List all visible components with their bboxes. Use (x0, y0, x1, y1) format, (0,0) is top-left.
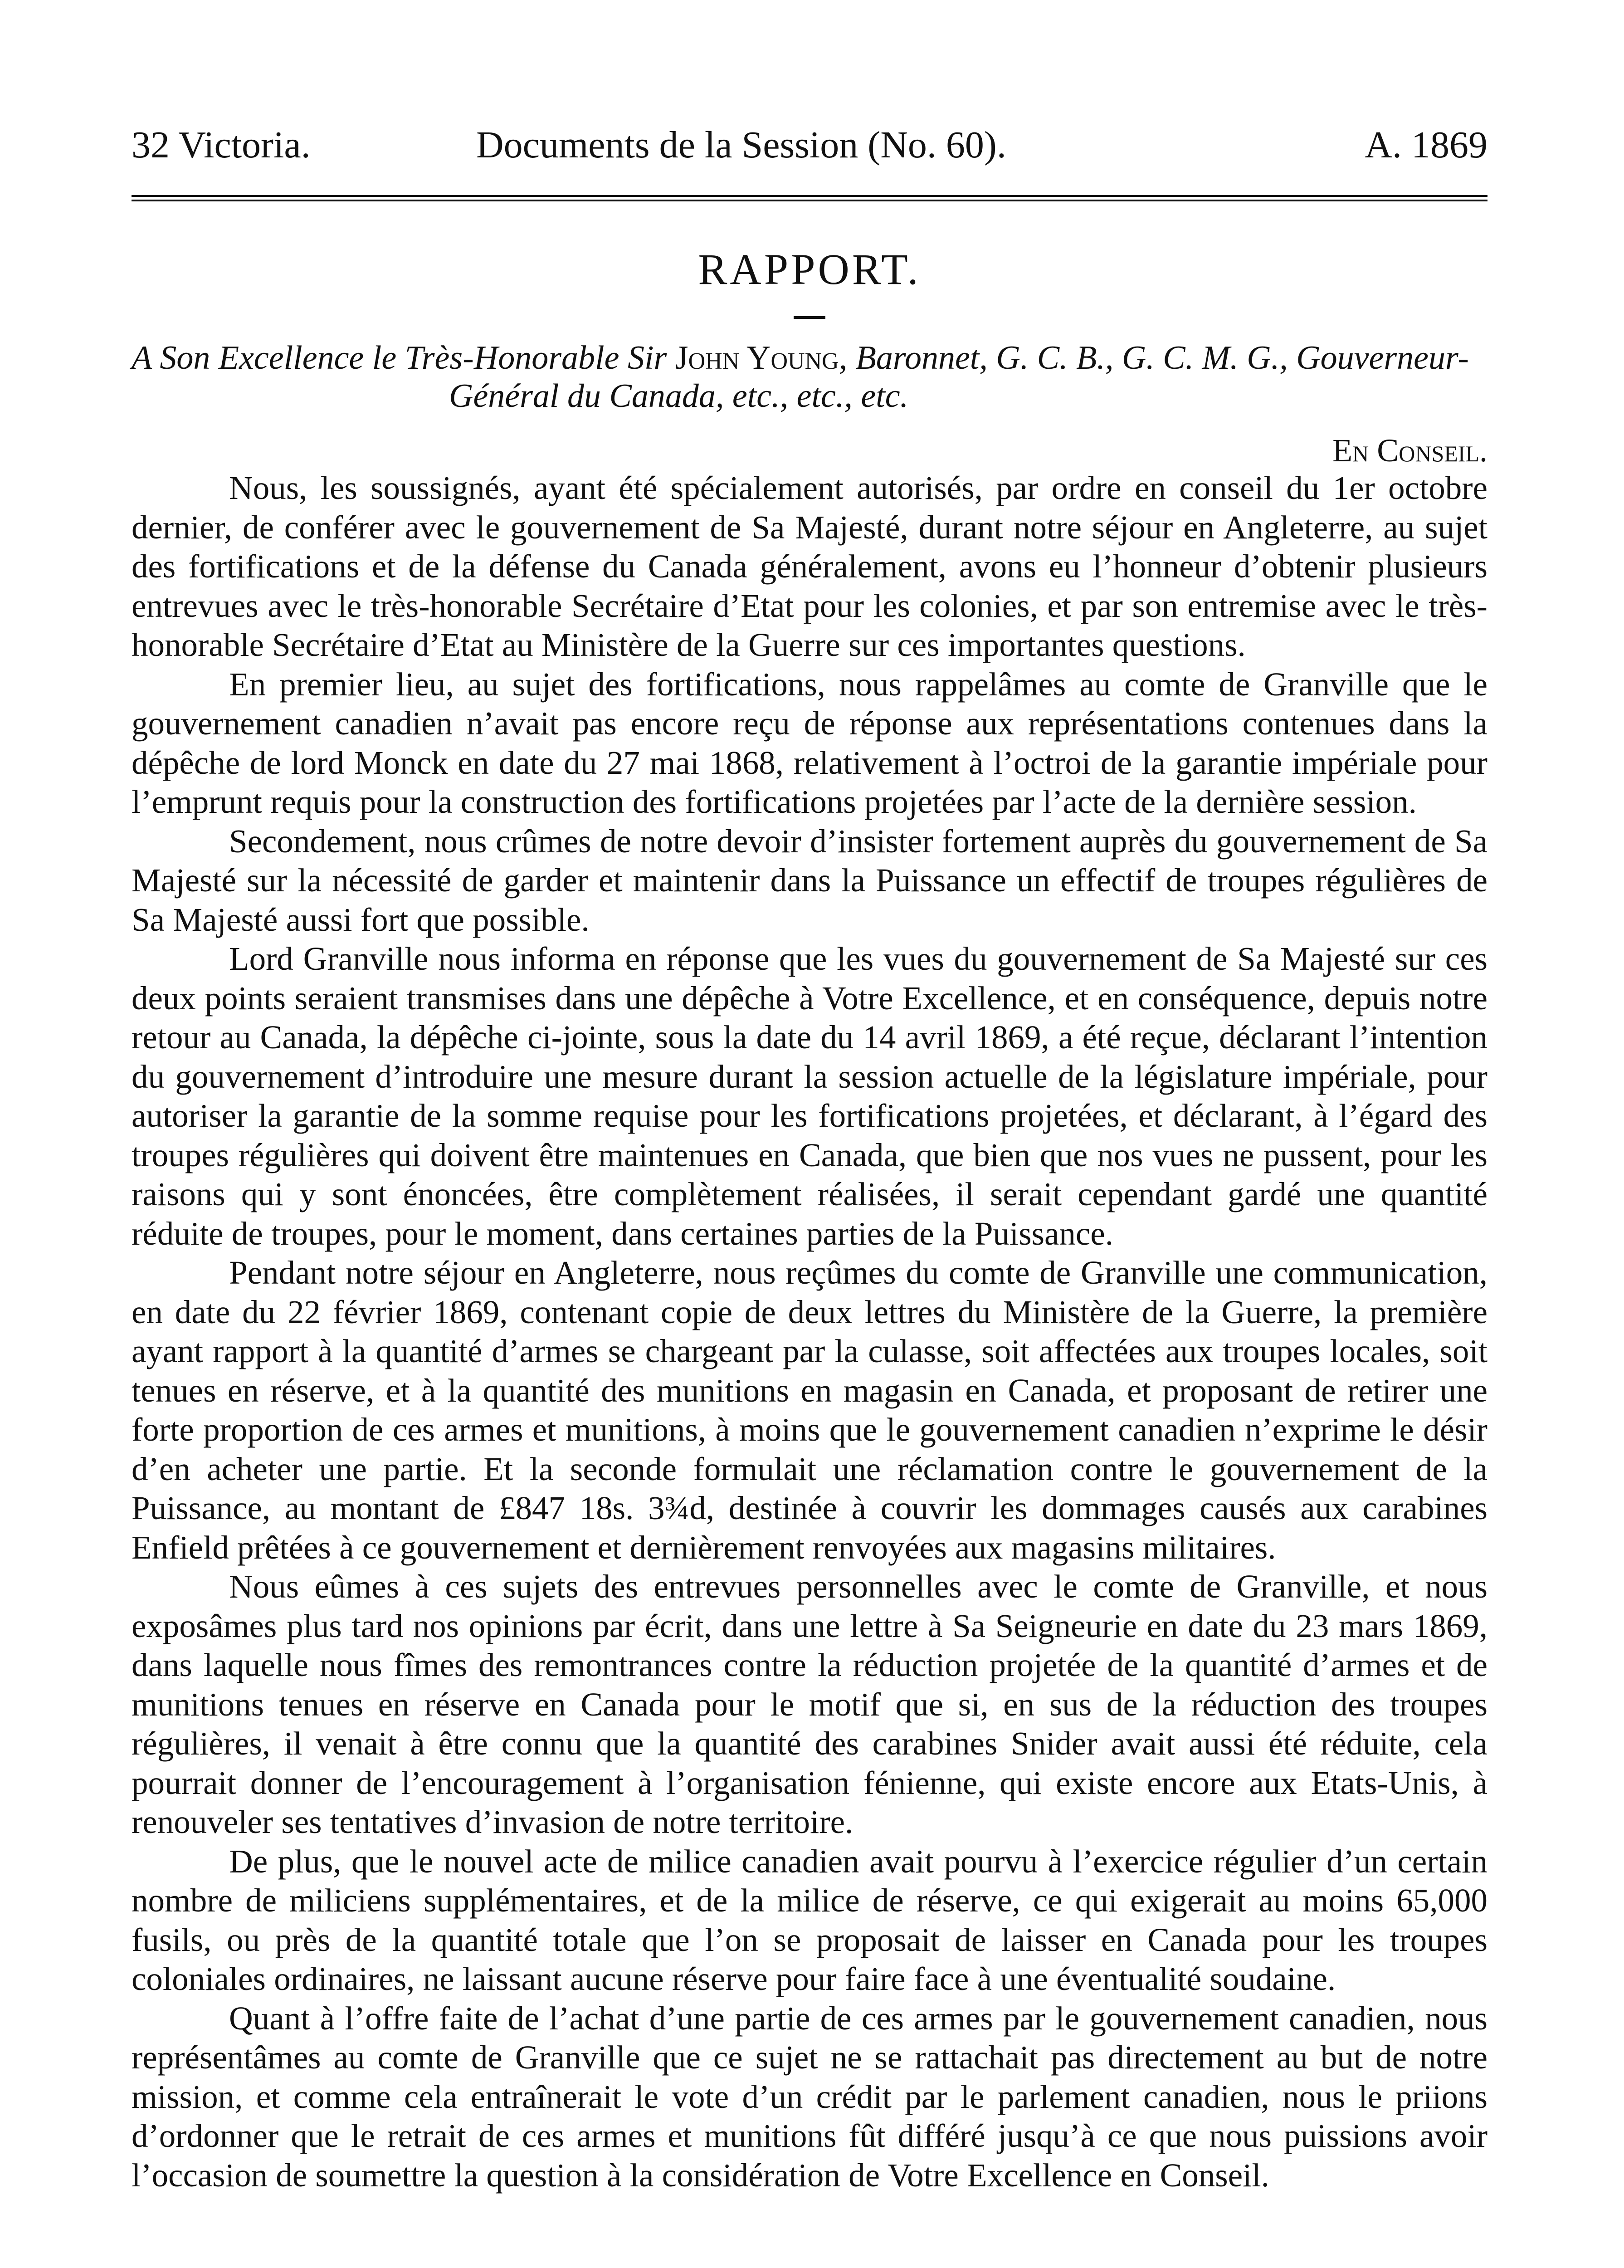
address-line (132, 339, 1487, 415)
address-name: John Young (675, 339, 839, 376)
header-year: A. 1869 (1365, 124, 1487, 166)
address-suffix: , Baronnet, G. C. B., G. C. M. G., Gouverneur-Général du Canada, etc., etc., etc. (449, 339, 1469, 415)
paragraph-1: Nous, les soussignés, ayant été spécialement autorisés, par ordre en conseil du 1er octobre dernier, de conférer avec le gouvernement de Sa Majesté, durant notre séjour en Angleterre, au sujet des fortifications et de la défense du Canada généralement, avons eu l’honneur d’obtenir plusieurs entrevues avec le très-honorable Secrétaire d’Etat pour les colonies, et par son entremise avec le très-honorable Secrétaire d’Etat au Ministère de la Guerre sur ces importantes questions. (132, 469, 1487, 663)
header-double-rule (132, 195, 1487, 201)
address-prefix: A Son Excellence le Très-Honorable Sir (132, 339, 675, 376)
header-volume: 32 Victoria. (132, 124, 311, 166)
running-header (132, 113, 1487, 177)
paragraph-5: Pendant notre séjour en Angleterre, nous reçûmes du comte de Granville une communication, en date du 22 février 1869, contenant copie de deux lettres du Ministère de la Guerre, la première ayant rapport à la quantité d’armes se chargeant par la culasse, soit affectées aux troupes locales, soit tenues en réserve, et à la quantité des munitions en magasin en Canada, et proposant de retirer une forte proportion de ces armes et munitions, à moins que le gouvernement canadien n’exprime le désir d’en acheter une partie. Et la seconde formulait une réclamation contre le gouvernement de la Puissance, au montant de £847 18s. 3¾d, destinée à couvrir les dommages causés aux carabines Enfield prêtées à ce gouvernement et dernièrement renvoyées aux magasins militaires. (132, 1254, 1487, 1566)
page-title: RAPPORT. (698, 245, 921, 293)
header-session-title: Documents de la Session (No. 60). (476, 124, 1006, 166)
paragraph-8: Quant à l’offre faite de l’achat d’une partie de ces armes par le gouvernement canadien, nous représentâmes au comte de Granville que ce sujet ne se rattachait pas directement au but de notre mission, et comme cela entraînerait le vote d’un crédit par le parlement canadien, nous le priions d’ordonner que le retrait de ces armes et munitions fût différé jusqu’à ce que nous puissions avoir l’occasion de soumettre la question à la considération de Votre Excellence en Conseil. (132, 1999, 1487, 2194)
paragraph-7: De plus, que le nouvel acte de milice canadien avait pourvu à l’exercice régulier d’un certain nombre de miliciens supplémentaires, et de la milice de réserve, ce qui exigerait au moins 65,000 fusils, ou près de la quantité totale que l’on se proposait de laisser en Canada pour les troupes coloniales ordinaires, ne laissant aucune réserve pour faire face à une éventualité soudaine. (132, 1843, 1487, 1997)
council-label: En Conseil. (1332, 432, 1487, 469)
paragraph-4: Lord Granville nous informa en réponse que les vues du gouvernement de Sa Majesté sur ces deux points seraient transmises dans une dépêche à Votre Excellence, et en conséquence, depuis notre retour au Canada, la dépêche ci-jointe, sous la date du 14 avril 1869, a été reçue, déclarant l’intention du gouvernement d’introduire une mesure durant la session actuelle de la législature impériale, pour autoriser la garantie de la somme requise pour les fortifications projetées, et déclarant, à l’égard des troupes régulières qui doivent être maintenues en Canada, que bien que nos vues ne pussent, pour les raisons qui y sont énoncées, être complètement réalisées, il serait cependant gardé une quantité réduite de troupes, pour le moment, dans certaines parties de la Puissance. (132, 940, 1487, 1252)
document-page (132, 113, 1487, 2195)
title-dash-divider (794, 316, 825, 319)
paragraph-3: Secondement, nous crûmes de notre devoir d’insister fortement auprès du gouvernement de Sa Majesté sur la nécessité de garder et maintenir dans la Puissance un effectif de troupes régulières de Sa Majesté aussi fort que possible. (132, 822, 1487, 938)
paragraph-6: Nous eûmes à ces sujets des entrevues personnelles avec le comte de Granville, et nous exposâmes plus tard nos opinions par écrit, dans une lettre à Sa Seigneurie en date du 23 mars 1869, dans laquelle nous fîmes des remontrances contre la réduction projetée de la quantité d’armes et de munitions tenues en réserve en Canada pour le motif que si, en sus de la réduction des troupes régulières, il venait à être connu que la quantité des carabines Snider avait aussi été réduite, cela pourrait donner de l’encouragement à l’organisation fénienne, qui existe encore aux Etats-Unis, à renouveler ses tentatives d’invasion de notre territoire. (132, 1568, 1487, 1840)
report-body (132, 469, 1487, 2195)
paragraph-2: En premier lieu, au sujet des fortifications, nous rappelâmes au comte de Granville que le gouvernement canadien n’avait pas encore reçu de réponse aux représentations contenues dans la dépêche de lord Monck en date du 27 mai 1868, relativement à l’octroi de la garantie impériale pour l’emprunt requis pour la construction des fortifications projetées par l’acte de la dernière session. (132, 665, 1487, 820)
